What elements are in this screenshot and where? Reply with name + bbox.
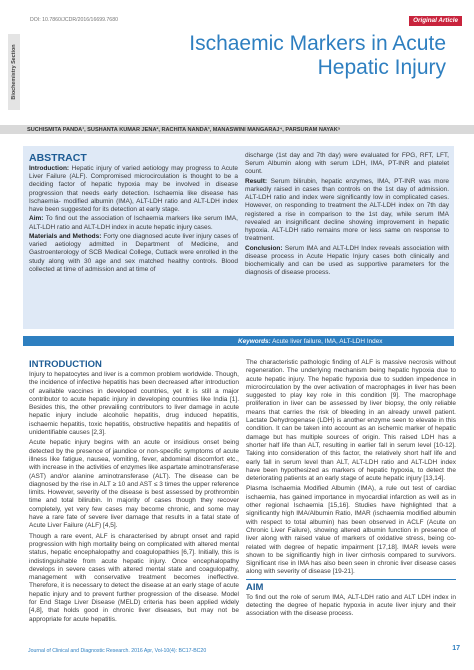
- keywords-bar: [23, 336, 454, 346]
- methods-text: Forty one diagnosed acute liver injury cases of varied aetiology admitted in Department of Medicine, and Gastroenterology of SCB Medical College, Cuttack were enrolled in the study along with 30 age and sex matched healthy controls. Blood collected at time of admission and at time of: [29, 233, 239, 273]
- keywords: [238, 338, 382, 345]
- doi-text: DOI: 10.7860/JCDR/2016/16699.7680: [30, 17, 118, 23]
- keywords-list: Acute liver failure, IMA, ALT-LDH Index: [272, 337, 383, 345]
- conclusion-text: Serum IMA and ALT-LDH Index reveals association with disease process in Acute Hepatic Injury cases both clinically and biochemically and can be used as supportive parameters for the diagnosis of disease process.: [245, 244, 449, 277]
- aim-paragraph: To find out the role of serum IMA, ALT-LDH ratio and ALT LDH index in detecting the degree of hepatic hypoxia in acute liver injury and their association with the disease process.: [246, 593, 456, 618]
- abstract-right-column: [245, 152, 449, 279]
- abstract-introduction: [29, 165, 238, 214]
- abstract-left-column: [29, 152, 238, 275]
- introduction-paragraph: Acute hepatic injury begins with an acute or insidious onset being detected by the presence of jaundice or non-specific symptoms of acute illness like fatigue, nausea, vomiting, fever, abdominal discomfort etc., with increase in the activities of enzymes like aspartate aminotransferase (AST) and/or alanine aminotransferase (ALT). The disease can be diagnosed by the rise in ALT ≥ 10 and AST ≤ 3 times the upper reference limits. However, severity of the disease is best assessed by prothrombin time and total bilirubin. In majority of cases though they recover completely, yet very few cases may become chronic, and some may have a rare fate of severe liver damage that results in a fatal state of Acute Liver Failure (ALF) [4,5].: [29, 439, 239, 530]
- introduction-paragraph: Though a rare event, ALF is characterised by abrupt onset and rapid progression with high mortality being on complicated with altered mental status, hepatic encephalopathy and coagulopathies [6,7]. Initially, this is indistinguishable from acute hepatic injury. Once encephalopathy develops in severe cases with altered mental state and coagulopathy, management with conservative treatment becomes ineffective. Therefore, it is necessary to detect the disease at an early stage of acute hepatic injury and to prevent further progression of the disease. Model for End Stage Liver Disease (MELD) criteria has been applied widely [4,8], that holds good in chronic liver diseases, but may not be appropriate for acute hepatitis.: [29, 532, 239, 623]
- aim-label: Aim:: [29, 215, 44, 223]
- body-paragraph: Plasma Ischaemia Modified Albumin (IMA), a rule out test of cardiac ischaemia, has gained importance in myocardial infarction as well as in other regional Ischaemia [15,16]. Studies have highlighted that a significantly high IMA/Albumin Ratio, IMAR (ischaemia modified albumin with respect to total albumin) has been observed in ACLF (Acute on Chronic Liver Failure), showing altered albumin function in presence of liver along with raised value of markers of oxidative stress, being co-related with degree of hepatic impairment [17,18]. IMAR levels were shown to be significantly high in liver cirrhosis compared to survivors. Significant rise in IMA has also been seen in chronic liver disease cases along with severity of disease [19-21].: [246, 485, 456, 576]
- aim-heading: AIM: [246, 581, 264, 593]
- section-label: Biochemistry Section: [11, 44, 17, 100]
- body-right-column: [246, 359, 456, 621]
- article-type-badge: Original Article: [409, 16, 462, 26]
- page-number: 17: [452, 645, 460, 652]
- abstract-conclusion: [245, 245, 449, 278]
- introduction-heading: INTRODUCTION: [29, 359, 102, 370]
- author-list: SUCHISMITA PANDA¹, SUSHANTA KUMAR JENA², RACHITA NANDA³, MANASWINI MANGARAJ⁴, PARSURAM NAYAK⁵: [27, 126, 341, 133]
- body-paragraph: The characteristic pathologic finding of ALF is massive necrosis without regeneration. The underlying mechanism being hepatic hypoxia due to acute hepatic injury. The hepatic hypoxia due to sudden impedence in microcirculation by the over activation of macrophages in liver has been suggested to play key role in this condition [9]. The macrophage proliferation in liver can be assessed by liver biopsy, the only reliable means that carries the risk of bleeding in an already unwell patient. Lactate Dehydrogenase (LDH) is another enzyme seen to elevate in this condition. It can be taken into account as an ischemic marker of hepatic damage but has multiple sources of origin. This raised LDH has a shorter half life than ALT, resulting in earlier fall in serum level [10-12]. Taking into consideration of this factor, the relatively short half life and early fall in serum level than ALT, ALT-LDH ratio and ALT-LDH index have been hypothesized as markers of hepatic hypoxia, to detect the deteriorating patients at an early stage of acute hepatic injury [13,14].: [246, 359, 456, 483]
- introduction-text: Hepatic injury of varied aetiology may progress to Acute Liver Failure (ALF). Compromised microcirculation is thought to be a deciding factor of hepatic hypoxia may be involved in disease progression that needs early detection. Ischaemia like disease has Ischaemia- modified albumin (IMA), ALT-LDH ratio and ALT-LDH index have been suggested for its detection at early stage.: [29, 165, 238, 214]
- authors-bar: [0, 125, 474, 134]
- keywords-label: Keywords:: [238, 337, 271, 345]
- result-text: Serum bilirubin, hepatic enzymes, IMA, PT-INR was more markedly raised in cases than controls on the 1st day of admission. ALT-LDH ratio and index were significantly low in complicated cases. However, on responding to treatment the ALT-LDH index on 7th day registered a rise in comparison to the 1st day, while serum IMA revealed an insignificant decline showing improvement in hepatic hypoxia. ALT-LDH ratio remains more or less same on response to treatment.: [245, 177, 449, 243]
- methods-label: Materials and Methods:: [29, 233, 102, 240]
- abstract-box: [23, 146, 454, 329]
- abstract-result: [245, 178, 449, 244]
- introduction-paragraph: Injury to hepatocytes and liver is a common problem worldwide. Though, the incidence of infective hepatitis has been decreased after introduction of available vaccines in developed countries, yet it is still a major contributor to acute hepatic injury in developing countries like India [1]. Besides this, the other prevailing contributors to liver damage in acute hepatic injury include alcoholic hepatitis, drug induced hepatitis, ischaemic hepatitis, toxic hepatitis, obstructive hepatitis and hepatitis of unidentifiable causes [2,3].: [29, 371, 239, 437]
- result-label: Result:: [245, 177, 268, 185]
- aim-section: [246, 579, 456, 619]
- abstract-aim: [29, 215, 238, 231]
- introduction-label: Introduction:: [29, 165, 70, 172]
- aim-text: To find out the association of Ischaemia markers like serum IMA, ALT-LDH ratio and ALT-LDH index in acute hepatic injury cases.: [29, 215, 238, 231]
- abstract-heading: ABSTRACT: [29, 152, 87, 164]
- section-tab: [8, 34, 20, 110]
- article-title: Ischaemic Markers in Acute Hepatic Injury: [189, 32, 446, 79]
- body-left-column: [29, 359, 239, 626]
- abstract-methods: [29, 233, 238, 274]
- journal-footer: Journal of Clinical and Diagnostic Research. 2016 Apr, Vol-10(4): BC17-BC20: [28, 648, 207, 654]
- methods-continued: discharge (1st day and 7th day) were evaluated for FPG, RFT, LFT, Serum Albumin along with serum LDH, IMA, PT-INR and platelet count.: [245, 152, 449, 176]
- conclusion-label: Conclusion:: [245, 244, 283, 252]
